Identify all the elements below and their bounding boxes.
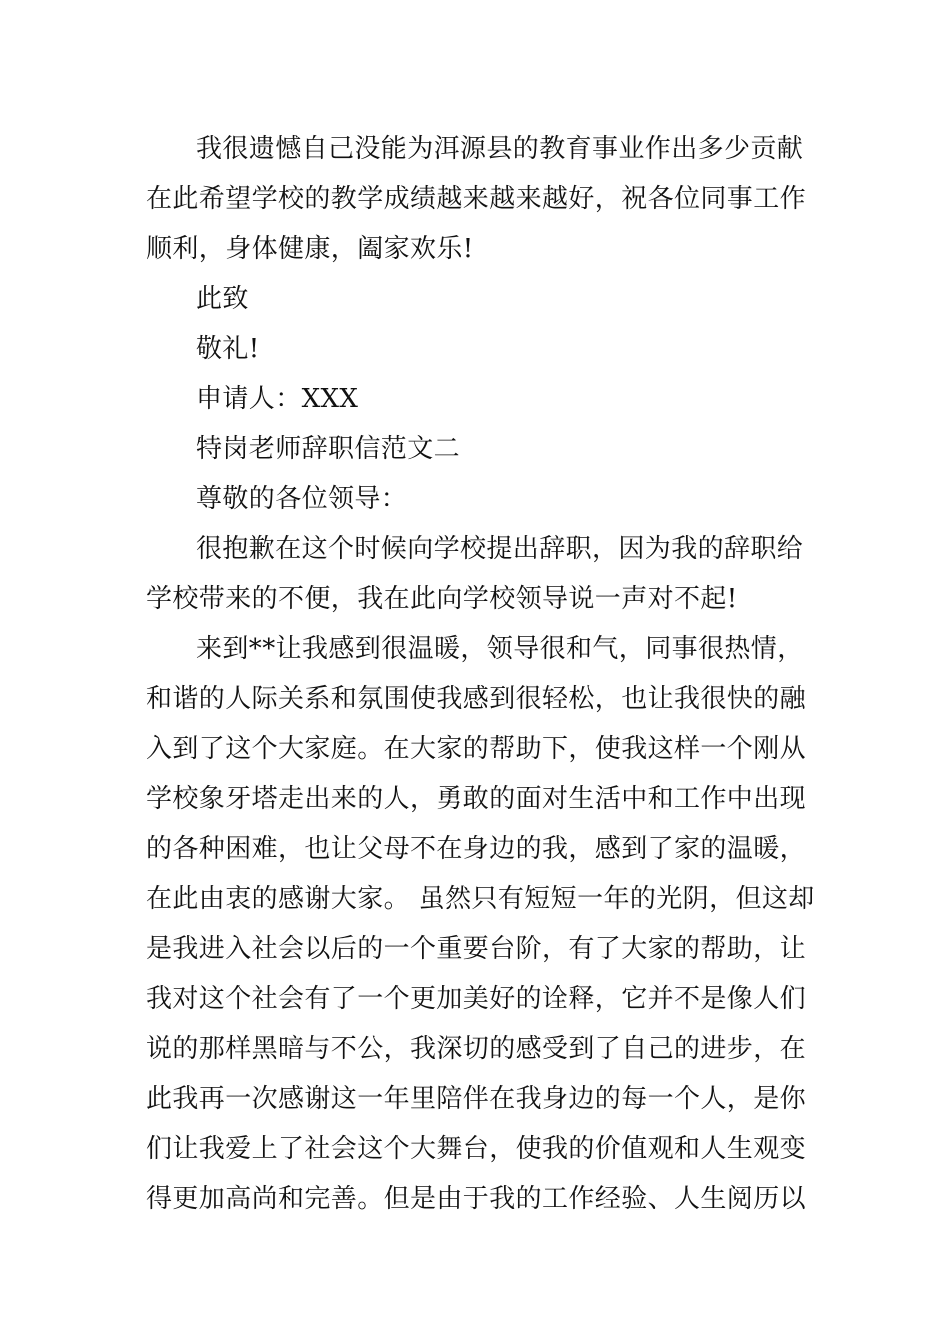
text-line: 得更加高尚和完善。但是由于我的工作经验、人生阅历以: [146, 1184, 807, 1214]
text-line: 在此由衷的感谢大家。 虽然只有短短一年的光阴，但这却: [146, 884, 815, 914]
text-line: 说的那样黑暗与不公，我深切的感受到了自己的进步，在: [146, 1034, 807, 1064]
text-line: 我很遗憾自己没能为洱源县的教育事业作出多少贡献: [196, 134, 804, 164]
closing-salutation: 此致: [196, 284, 249, 314]
text-line: 顺利，身体健康，阖家欢乐!: [146, 234, 474, 264]
text-line: 入到了这个大家庭。在大家的帮助下，使我这样一个刚从: [146, 734, 807, 764]
applicant-signature: 申请人：XXX: [196, 384, 359, 414]
section-title: 特岗老师辞职信范文二: [196, 434, 461, 464]
text-line: 此我再一次感谢这一年里陪伴在我身边的每一个人，是你: [146, 1084, 807, 1114]
text-line: 学校象牙塔走出来的人，勇敢的面对生活中和工作中出现: [146, 784, 807, 814]
text-line: 在此希望学校的教学成绩越来越来越好，祝各位同事工作: [146, 184, 807, 214]
text-line: 学校带来的不便，我在此向学校领导说一声对不起!: [146, 584, 738, 614]
text-line: 来到**让我感到很温暖，领导很和气，同事很热情，: [196, 634, 804, 664]
text-line: 的各种困难，也让父母不在身边的我，感到了家的温暖，: [146, 834, 807, 864]
closing-regards: 敬礼!: [196, 334, 260, 364]
text-line: 是我进入社会以后的一个重要台阶，有了大家的帮助，让: [146, 934, 807, 964]
text-line: 和谐的人际关系和氛围使我感到很轻松，也让我很快的融: [146, 684, 807, 714]
text-line: 们让我爱上了社会这个大舞台，使我的价值观和人生观变: [146, 1134, 807, 1164]
letter-greeting: 尊敬的各位领导：: [196, 484, 408, 514]
text-line: 我对这个社会有了一个更加美好的诠释，它并不是像人们: [146, 984, 807, 1014]
text-line: 很抱歉在这个时候向学校提出辞职，因为我的辞职给: [196, 534, 804, 564]
